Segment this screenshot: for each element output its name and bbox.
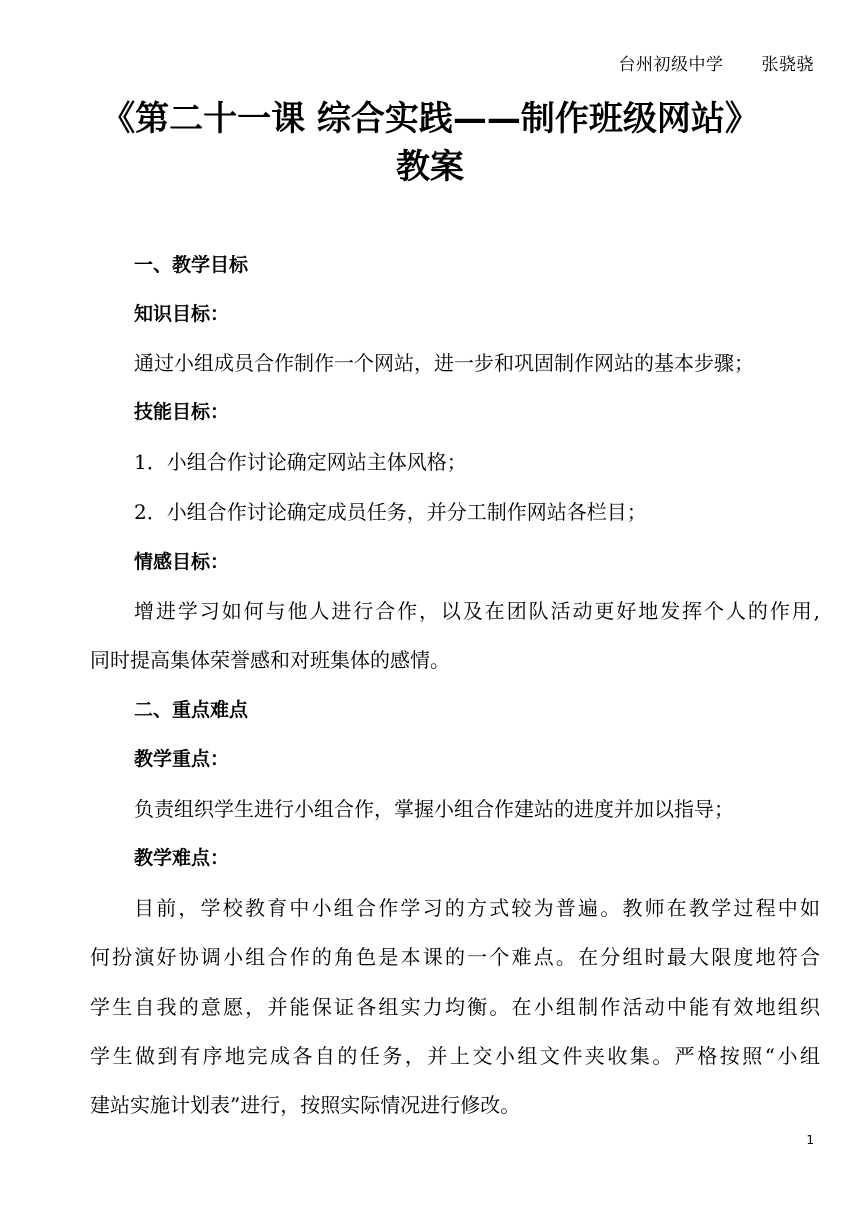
emotion-goal-line-2: 同时提高集体荣誉感和对班集体的感情。 xyxy=(90,648,450,672)
difficulty-line-1: 目前，学校教育中小组合作学习的方式较为普遍。教师在教学过程中如 xyxy=(134,896,820,920)
knowledge-goal-label: 知识目标： xyxy=(134,303,230,325)
header-school: 台州初级中学 xyxy=(618,55,724,75)
emotion-goal-label: 情感目标： xyxy=(134,551,230,573)
page-header xyxy=(619,50,815,75)
knowledge-goal-text: 通过小组成员合作制作一个网站，进一步和巩固制作网站的基本步骤； xyxy=(134,351,754,375)
difficulty-line-4: 学生做到有序地完成各自的任务，并上交小组文件夹收集。严格按照“小组 xyxy=(90,1044,820,1068)
key-point-text: 负责组织学生进行小组合作，掌握小组合作建站的进度并加以指导； xyxy=(134,797,734,821)
difficulty-line-5: 建站实施计划表”进行，按照实际情况进行修改。 xyxy=(90,1093,521,1117)
skill-goal-item-2: 2．小组合作讨论确定成员任务，并分工制作网站各栏目； xyxy=(134,500,647,524)
document-subtitle: 教案 xyxy=(396,147,464,187)
skill-goal-label: 技能目标： xyxy=(134,401,230,423)
header-author: 张骁骁 xyxy=(761,55,814,75)
page-number: 1 xyxy=(806,1133,814,1147)
emotion-goal-line-1: 增进学习如何与他人进行合作，以及在团队活动更好地发挥个人的作用, xyxy=(134,599,820,623)
key-point-label: 教学重点： xyxy=(134,748,230,770)
skill-goal-item-1: 1．小组合作讨论确定网站主体风格； xyxy=(134,450,467,474)
difficulty-label: 教学难点： xyxy=(134,847,230,869)
section1-heading: 一、教学目标 xyxy=(134,254,249,276)
document-title: 《第二十一课 综合实践——制作班级网站》 xyxy=(101,99,759,139)
difficulty-line-3: 学生自我的意愿，并能保证各组实力均衡。在小组制作活动中能有效地组织 xyxy=(90,995,820,1019)
difficulty-line-2: 何扮演好协调小组合作的角色是本课的一个难点。在分组时最大限度地符合 xyxy=(90,945,820,969)
section2-heading: 二、重点难点 xyxy=(134,699,249,721)
